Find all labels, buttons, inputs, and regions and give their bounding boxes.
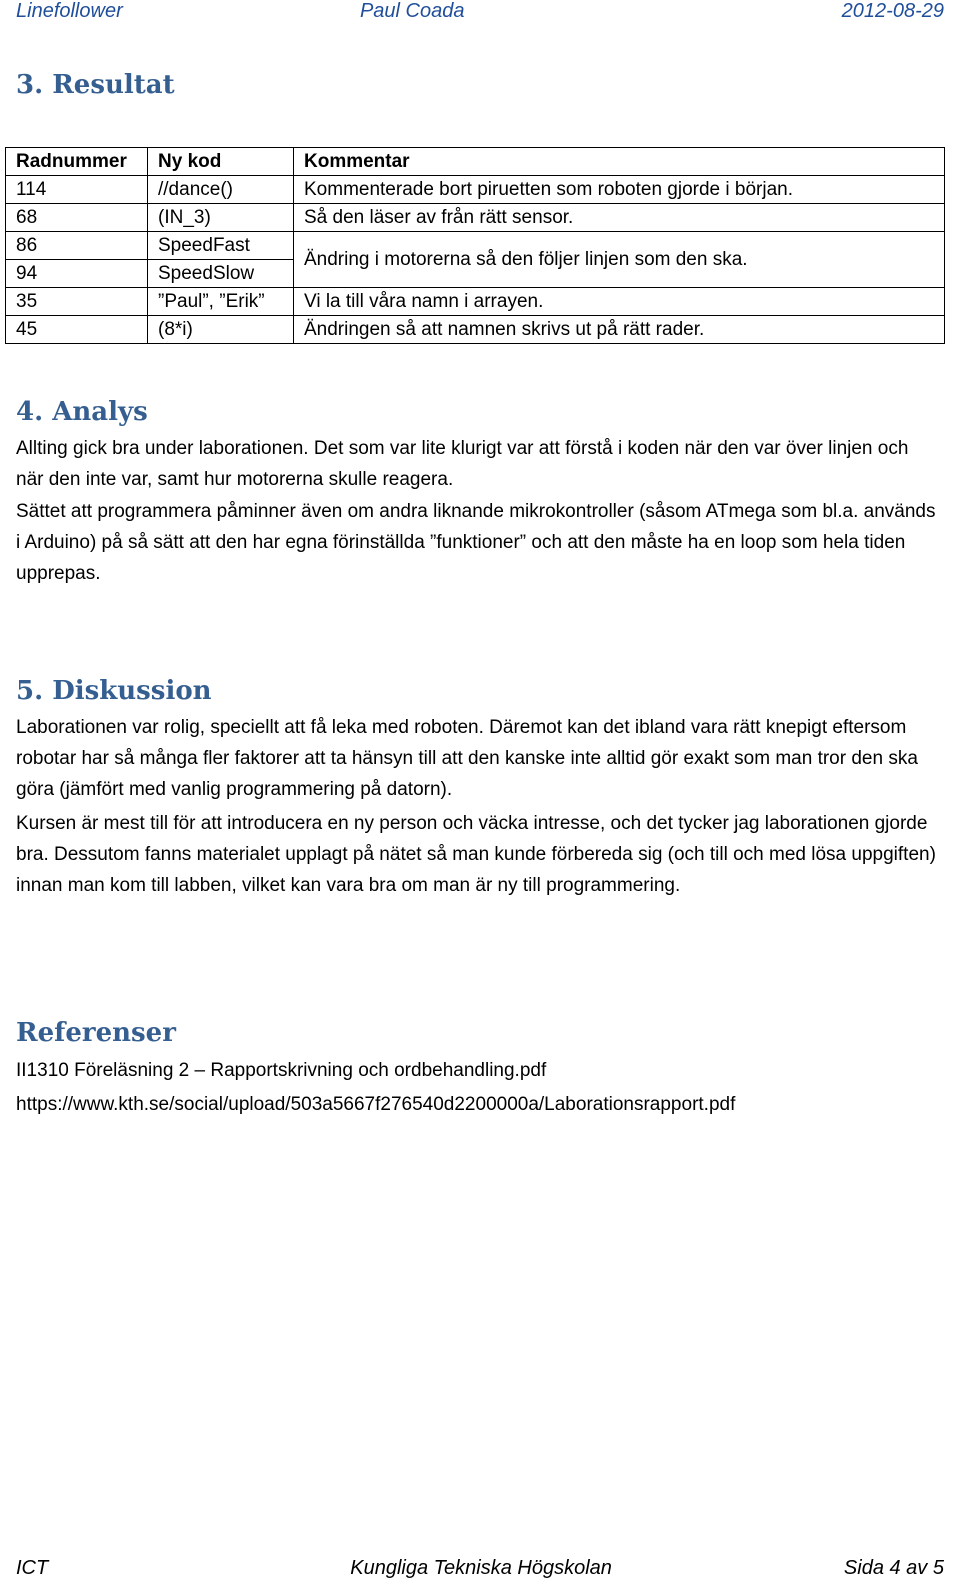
table-row	[6, 288, 945, 316]
cell-line: 114	[6, 176, 148, 204]
page-number: Sida 4 av 5	[843, 1557, 944, 1579]
cell-code: //dance()	[148, 176, 294, 204]
cell-line: 35	[6, 288, 148, 316]
cell-code: SpeedFast	[148, 232, 294, 260]
analys-paragraph: Sättet att programmera påminner även om andra liknande mikrokontroller (såsom ATmega som bl.a. används i Arduino) på så sätt att den har egna förinställda ”funktioner” och att den måste ha en loop som hela tiden upprepas.	[16, 501, 936, 584]
page-header	[16, 0, 944, 23]
page-footer	[16, 1557, 944, 1580]
cell-code: (8*i)	[148, 316, 294, 344]
table-row	[6, 232, 945, 260]
cell-line: 68	[6, 204, 148, 232]
reference-list	[16, 1054, 735, 1122]
cell-comment: Kommenterade bort piruetten som roboten gjorde i början.	[294, 176, 945, 204]
cell-code: ”Paul”, ”Erik”	[148, 288, 294, 316]
cell-comment: Ändringen så att namnen skrivs ut på rätt rader.	[294, 316, 945, 344]
cell-code: SpeedSlow	[148, 260, 294, 288]
table-row	[6, 316, 945, 344]
diskussion-paragraph: Laborationen var rolig, speciellt att få leka med roboten. Däremot kan det ibland vara rätt knepigt eftersom robotar har så många fler faktorer att ta hänsyn till att den kanske inte alltid gör exakt som man tror den ska göra (jämfört med vanlig programmering på datorn).	[16, 717, 918, 800]
table-row	[6, 204, 945, 232]
table-row	[6, 176, 945, 204]
header-title: Linefollower	[16, 0, 123, 22]
cell-comment: Så den läser av från rätt sensor.	[294, 204, 945, 232]
cell-comment: Vi la till våra namn i arrayen.	[294, 288, 945, 316]
cell-comment: Ändring i motorerna så den följer linjen som den ska.	[294, 232, 945, 288]
cell-line: 94	[6, 260, 148, 288]
column-header: Ny kod	[148, 148, 294, 176]
cell-code: (IN_3)	[148, 204, 294, 232]
analys-paragraph: Allting gick bra under laborationen. Det som var lite klurigt var att förstå i koden när den var över linjen och när den inte var, samt hur motorerna skulle reagera.	[16, 438, 909, 490]
heading-referenser: Referenser	[16, 1018, 176, 1048]
table-header-row	[6, 148, 945, 176]
reference-link[interactable]: https://www.kth.se/social/upload/503a5667f276540d2200000a/Laborationsrapport.pdf	[16, 1094, 736, 1115]
column-header: Radnummer	[6, 148, 148, 176]
footer-school: Kungliga Tekniska Högskolan	[350, 1557, 612, 1579]
results-table	[5, 147, 945, 344]
header-date: 2012-08-29	[841, 0, 944, 22]
heading-resultat: 3. Resultat	[16, 70, 175, 100]
heading-analys: 4. Analys	[16, 397, 148, 427]
heading-diskussion: 5. Diskussion	[16, 676, 212, 706]
reference-item: II1310 Föreläsning 2 – Rapportskrivning och ordbehandling.pdf	[16, 1060, 547, 1081]
header-author: Paul Coada	[359, 0, 465, 22]
cell-line: 45	[6, 316, 148, 344]
diskussion-paragraph: Kursen är mest till för att introducera en ny person och väcka intresse, och det tycker jag laborationen gjorde bra. Dessutom fanns materialet upplagt på nätet så man kunde förbereda sig (och till och med lösa uppgiften) innan man kom till labben, vilket kan vara bra om man är ny till programmering.	[16, 813, 936, 896]
cell-line: 86	[6, 232, 148, 260]
column-header: Kommentar	[294, 148, 945, 176]
footer-dept: ICT	[16, 1557, 49, 1579]
